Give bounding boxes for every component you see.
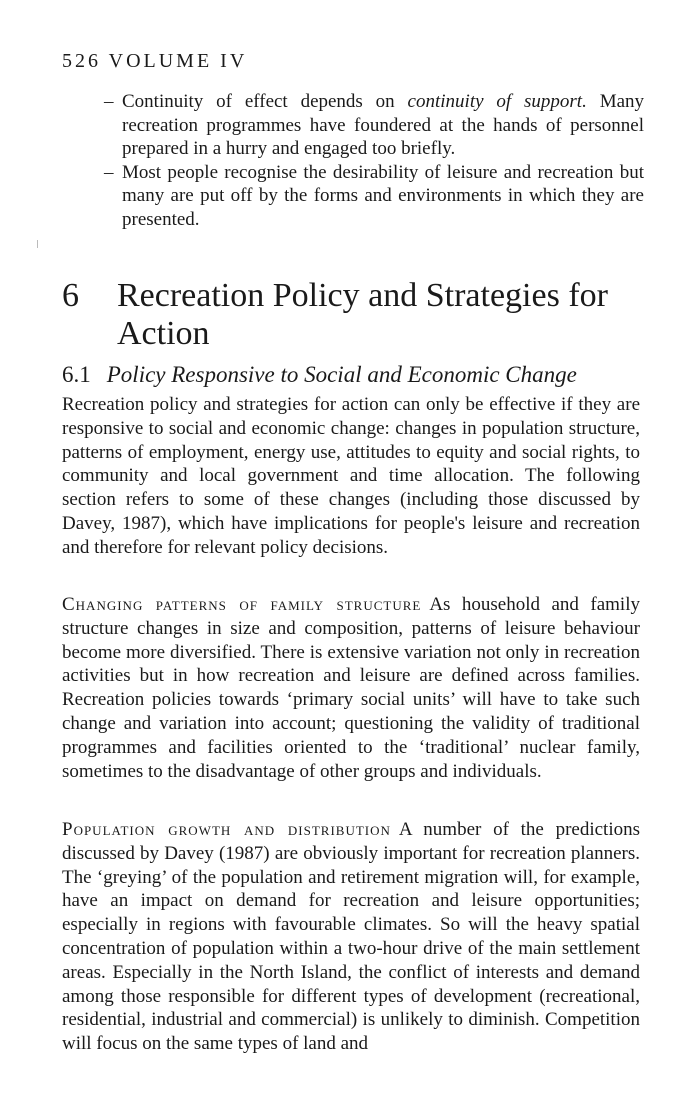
subsection-number: 6.1 bbox=[62, 362, 91, 387]
bullet-list bbox=[104, 90, 644, 231]
bullet-text-start: Continuity of effect depends on bbox=[122, 91, 408, 112]
paragraph-body: As household and family structure changes in size and composition, patterns of leisure behaviour become more diversified. There is extensive variation not only in recreation activities but in how recreation and leisure are defined across families. Recreation policies towards ‘primary social units’ will have to take such change and variation into account; questioning the validity of traditional programmes and facilities oriented to the ‘traditional’ nuclear family, sometimes to the disadvantage of other groups and individuals. bbox=[62, 594, 640, 782]
run-in-heading: Population growth and distribution bbox=[62, 819, 391, 840]
run-in-heading: Changing patterns of family structure bbox=[62, 594, 422, 615]
bullet-emphasis: continuity of support. bbox=[407, 91, 587, 112]
margin-mark bbox=[37, 240, 38, 248]
bullet-text: Most people recognise the desirability of leisure and recreation but many are put off by the forms and environments in which they are presented. bbox=[122, 161, 644, 230]
bullet-dash: – bbox=[104, 161, 114, 183]
section-number: 6 bbox=[62, 277, 79, 314]
bullet-item bbox=[104, 161, 644, 232]
population-paragraph bbox=[62, 818, 640, 1056]
section-heading bbox=[62, 277, 652, 353]
intro-paragraph: Recreation policy and strategies for action can only be effective if they are responsive to social and economic change: changes in population structure, patterns of employment, energy use, attitudes to equity and social rights, to community and local government and time allocation. The following section refers to some of these changes (including those discussed by Davey, 1987), which have implications for people's leisure and recreation and therefore for relevant policy decisions. bbox=[62, 394, 640, 558]
bullet-text-end: Many recreation programmes have foundered at the hands of personnel prepared in a hurry and engaged too briefly. bbox=[122, 91, 645, 159]
bullet-dash: – bbox=[104, 91, 114, 112]
subsection-title: Policy Responsive to Social and Economic Change bbox=[106, 362, 577, 387]
family-structure-paragraph bbox=[62, 593, 640, 783]
bullet-item bbox=[104, 90, 644, 161]
running-head: 526 VOLUME IV bbox=[62, 50, 248, 72]
subsection-heading bbox=[62, 362, 577, 388]
paragraph-body: A number of the predictions discussed by Davey (1987) are obviously important for recreation planners. The ‘greying’ of the population and retirement migration will, for example, have an impact on demand for recreation and leisure opportunities; especially in regions with favourable climates. So will the heavy spatial concentration of population within a two-hour drive of the main settlement areas. Especially in the North Island, the conflict of interests and demand among those responsible for different types of development (recreational, residential, industrial and commercial) is unlikely to diminish. Competition will focus on the same types of land and bbox=[62, 819, 640, 1055]
section-title: Recreation Policy and Strategies for Action bbox=[117, 277, 608, 352]
